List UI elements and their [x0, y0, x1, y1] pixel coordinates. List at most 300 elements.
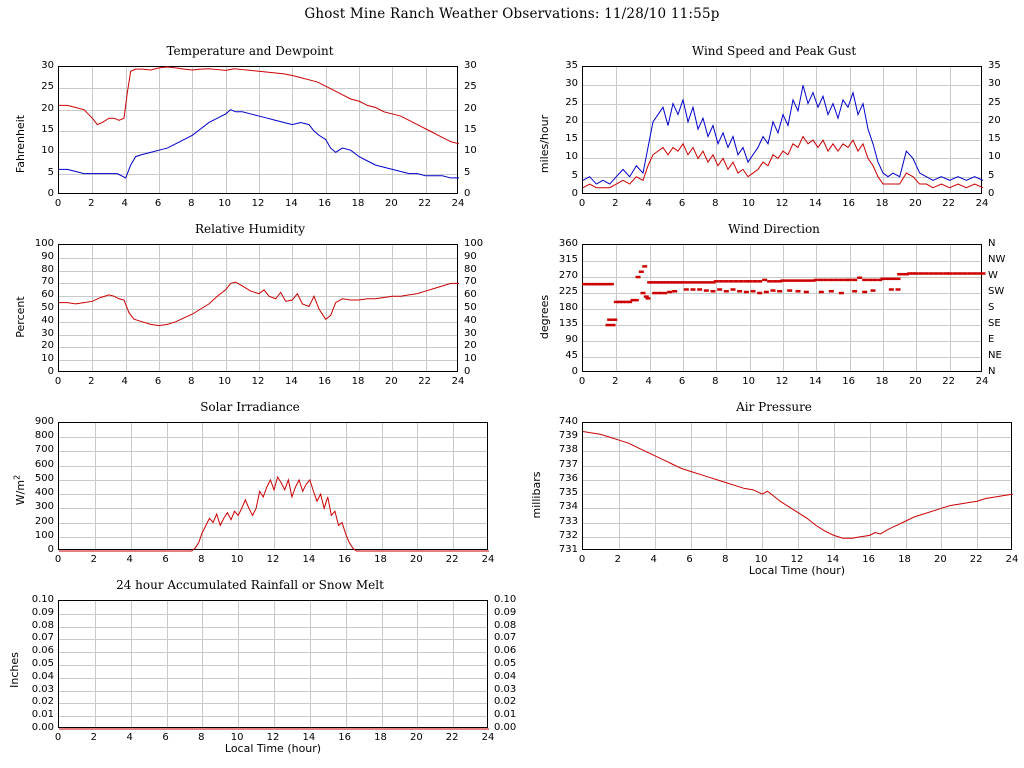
y-tick-label: 738: [558, 444, 578, 456]
x-tick-label: 8: [188, 198, 195, 209]
y-tick-label: 737: [558, 458, 578, 470]
data-point: [896, 278, 901, 281]
data-point: [806, 279, 811, 282]
y-tick-label-right: 10: [464, 353, 477, 365]
y-tick-label: 20: [565, 114, 578, 126]
y-tick-label-right: N: [988, 238, 996, 249]
y-tick-label: 15: [565, 133, 578, 145]
y-tick-label: 25: [41, 81, 54, 93]
data-point: [852, 279, 857, 282]
data-point: [781, 279, 786, 282]
x-tick-label: 6: [678, 376, 686, 387]
y-tick-label: 0.02: [31, 696, 54, 708]
x-tick-label: 12: [266, 554, 280, 565]
data-point: [786, 279, 791, 282]
chart-title-pressure: Air Pressure: [736, 400, 812, 414]
data-point: [704, 289, 709, 292]
y-tick-label-right: 0.03: [494, 683, 517, 695]
data-point: [804, 291, 809, 294]
y-tick-label-right: 0.01: [494, 709, 517, 721]
y-axis-title-solar-text: $W/m^2$: [12, 474, 27, 506]
x-tick-label: 10: [230, 732, 244, 743]
data-point: [787, 289, 792, 292]
data-point: [744, 291, 749, 294]
y-tick-label-right: 0.02: [494, 696, 517, 708]
y-tick-label: 90: [41, 250, 54, 262]
series-line: [583, 136, 983, 187]
data-point: [764, 291, 769, 294]
data-point: [724, 280, 729, 283]
panel-pressure: [524, 400, 1024, 590]
data-point: [872, 279, 877, 282]
data-point: [871, 289, 876, 292]
data-point: [791, 279, 796, 282]
data-point: [852, 290, 857, 293]
x-tick-label: 18: [351, 376, 365, 387]
y-tick-label: 20: [41, 340, 54, 352]
y-tick-label: 90: [565, 334, 578, 345]
data-point: [801, 279, 806, 282]
data-point: [662, 292, 667, 295]
x-tick-label: 4: [650, 554, 657, 565]
x-tick-label: 10: [230, 554, 244, 565]
data-point: [896, 288, 901, 291]
data-point: [857, 277, 862, 280]
y-tick-label: 735: [558, 487, 578, 499]
data-point: [881, 278, 886, 281]
x-tick-label: 20: [409, 554, 423, 565]
data-point: [867, 279, 872, 282]
series-line: [59, 282, 459, 326]
x-tick-label: 14: [284, 198, 298, 209]
y-tick-label: 0.06: [31, 645, 54, 657]
y-axis-title-wind-direction: degrees: [538, 294, 551, 340]
data-point: [719, 280, 724, 283]
x-tick-label: 16: [862, 554, 876, 565]
x-tick-label: 4: [126, 732, 133, 743]
x-tick-label: 22: [418, 198, 432, 209]
y-tick-label-right: 0.07: [494, 632, 517, 644]
x-tick-label: 16: [338, 732, 352, 743]
y-tick-label: 270: [558, 270, 578, 281]
x-tick-label: 6: [678, 198, 686, 209]
y-tick-label: 400: [34, 487, 54, 499]
y-tick-label: 360: [558, 238, 578, 249]
chart-title-wind-speed: Wind Speed and Peak Gust: [691, 44, 857, 58]
x-tick-label: 24: [481, 732, 495, 743]
data-point: [839, 279, 844, 282]
y-tick-label: 0: [571, 366, 578, 377]
y-tick-label: 45: [565, 350, 578, 361]
series-layer-humidity: [59, 245, 459, 373]
data-point: [847, 279, 852, 282]
x-tick-label: 12: [790, 554, 804, 565]
data-point: [747, 280, 752, 283]
series-layer-solar: [59, 423, 489, 551]
data-point: [777, 290, 782, 293]
y-tick-label-right: N: [988, 366, 996, 377]
x-tick-label: 18: [374, 732, 387, 743]
x-tick-label: 4: [645, 376, 652, 387]
panel-temperature: [0, 44, 500, 214]
y-tick-label-right: 60: [464, 289, 477, 301]
y-tick-label: 731: [558, 544, 578, 555]
x-tick-label: 10: [742, 198, 756, 209]
panel-wind-speed: [524, 44, 1024, 214]
y-tick-label: 5: [571, 169, 578, 181]
series-layer-pressure: [583, 423, 1013, 551]
x-tick-label: 6: [162, 732, 169, 743]
x-tick-label: 6: [686, 554, 693, 565]
y-axis-title-wind-speed: miles/hour: [538, 114, 551, 174]
data-point: [939, 272, 944, 275]
data-point: [772, 280, 777, 283]
y-tick-label: 100: [34, 529, 54, 541]
y-tick-label: 900: [34, 416, 54, 427]
x-tick-label: 14: [302, 554, 316, 565]
data-point: [646, 297, 651, 300]
data-point: [952, 272, 957, 275]
data-point: [796, 290, 801, 293]
y-tick-label-right: 20: [464, 340, 477, 352]
data-point: [641, 292, 646, 295]
data-point: [691, 281, 696, 284]
y-tick-label: 736: [558, 472, 578, 484]
chart-title-temperature: Temperature and Dewpoint: [166, 44, 334, 58]
y-tick-label: 739: [558, 430, 578, 442]
y-tick-label: 0: [47, 188, 54, 199]
x-tick-label: 0: [54, 732, 62, 743]
data-point: [609, 283, 614, 286]
data-point: [739, 280, 744, 283]
data-point: [824, 279, 829, 282]
series-layer-wind_direction: [583, 245, 983, 373]
chart-title-humidity: Relative Humidity: [194, 222, 305, 236]
data-point: [947, 272, 952, 275]
x-tick-label: 0: [54, 198, 62, 209]
y-tick-label-right: 15: [464, 124, 477, 135]
y-tick-label-right: 0: [464, 188, 471, 199]
data-point: [751, 290, 756, 293]
y-tick-label: 600: [34, 458, 54, 470]
x-tick-label: 20: [409, 732, 423, 743]
x-tick-label: 2: [88, 198, 95, 209]
y-tick-label-right: 50: [464, 302, 477, 313]
y-tick-label-right: SE: [988, 318, 1001, 329]
data-point: [767, 280, 772, 283]
data-point: [636, 276, 641, 279]
x-tick-label: 0: [54, 554, 62, 565]
x-tick-label: 0: [578, 376, 586, 387]
data-point: [819, 279, 824, 282]
data-point: [639, 270, 644, 273]
x-tick-label: 14: [302, 732, 316, 743]
data-point: [667, 291, 672, 294]
x-tick-label: 14: [826, 554, 840, 565]
y-tick-label: 30: [565, 78, 578, 90]
data-point: [762, 279, 767, 282]
x-tick-label: 4: [121, 198, 128, 209]
data-point: [681, 281, 686, 284]
y-tick-label-right: 35: [988, 60, 1001, 71]
panel-rainfall: [0, 578, 517, 768]
data-point: [862, 279, 867, 282]
data-point: [734, 280, 739, 283]
y-tick-label: 500: [34, 472, 54, 484]
x-tick-label: 2: [88, 376, 95, 387]
x-tick-label: 12: [775, 198, 789, 209]
data-point: [924, 272, 929, 275]
x-tick-label: 16: [842, 376, 856, 387]
data-point: [886, 278, 891, 281]
x-tick-label: 24: [975, 376, 989, 387]
y-tick-label-right: 100: [464, 238, 484, 249]
chart-title-solar: Solar Irradiance: [200, 400, 300, 414]
data-point: [714, 280, 719, 283]
y-axis-title-rainfall: Inches: [8, 652, 21, 688]
x-tick-label: 10: [218, 376, 232, 387]
series-layer-temperature: [59, 67, 459, 195]
y-tick-label-right: 0.10: [494, 594, 517, 605]
data-point: [731, 288, 736, 291]
y-tick-label-right: W: [988, 270, 998, 281]
x-tick-label: 16: [318, 198, 332, 209]
plot-area-temperature: [58, 66, 458, 194]
y-axis-title-temperature: Fahrenheit: [14, 114, 27, 174]
y-tick-label-right: SW: [988, 286, 1005, 297]
y-tick-label: 300: [34, 501, 54, 513]
data-point: [642, 265, 647, 268]
y-tick-label: 50: [41, 302, 54, 313]
data-point: [839, 292, 844, 295]
x-tick-label: 4: [121, 376, 128, 387]
y-tick-label: 15: [41, 124, 54, 135]
x-tick-label: 18: [898, 554, 911, 565]
x-tick-label: 18: [374, 554, 387, 565]
y-tick-label: 10: [565, 151, 578, 163]
data-point: [752, 280, 757, 283]
data-point: [934, 272, 939, 275]
y-tick-label: 732: [558, 529, 578, 541]
y-tick-label-right: 25: [464, 81, 477, 93]
panel-solar: [0, 400, 500, 590]
y-tick-label: 30: [41, 327, 54, 339]
y-tick-label-right: 0.06: [494, 645, 517, 657]
y-tick-label: 740: [558, 416, 578, 427]
data-point: [834, 279, 839, 282]
y-tick-label: 0.04: [31, 670, 54, 682]
data-point: [891, 278, 896, 281]
data-point: [814, 279, 819, 282]
plot-area-pressure: [582, 422, 1012, 550]
x-tick-label: 2: [612, 198, 619, 209]
data-point: [607, 318, 612, 321]
y-tick-label-right: E: [988, 334, 995, 345]
x-tick-label: 20: [384, 376, 398, 387]
y-axis-title-pressure: millibars: [530, 471, 543, 519]
y-tick-label-right: 5: [464, 166, 471, 178]
plot-area-wind-speed: [582, 66, 982, 194]
x-tick-label: 22: [445, 732, 459, 743]
y-tick-label-right: 30: [988, 78, 1001, 90]
y-tick-label: 0.00: [31, 722, 54, 733]
y-tick-label: 0: [47, 544, 54, 555]
data-point: [957, 272, 962, 275]
y-tick-label: 70: [41, 276, 54, 288]
series-line: [583, 432, 1013, 539]
data-point: [819, 291, 824, 294]
y-tick-label: 0: [47, 366, 54, 377]
data-point: [972, 272, 977, 275]
data-point: [657, 292, 662, 295]
x-tick-label: 12: [251, 198, 265, 209]
y-tick-label: 100: [34, 238, 54, 249]
plot-area-solar: [58, 422, 488, 550]
y-tick-label-right: 30: [464, 327, 477, 339]
y-tick-label: 30: [41, 60, 54, 71]
x-tick-label: 0: [578, 198, 586, 209]
data-point: [634, 299, 639, 302]
series-layer-wind_speed: [583, 67, 983, 195]
x-tick-label: 12: [266, 732, 280, 743]
panel-wind-direction: [524, 222, 1024, 392]
x-tick-label: 18: [875, 376, 889, 387]
y-tick-label: 20: [41, 102, 54, 114]
data-point: [717, 288, 722, 291]
x-tick-label: 18: [351, 198, 365, 209]
y-tick-label: 180: [558, 302, 578, 313]
panel-humidity: [0, 222, 500, 392]
data-point: [737, 290, 742, 293]
x-tick-label: 14: [284, 376, 298, 387]
y-tick-label: 0.05: [31, 658, 54, 669]
y-tick-label-right: 0: [988, 188, 995, 199]
y-tick-label-right: 0.00: [494, 722, 517, 733]
data-point: [684, 288, 689, 291]
data-point: [967, 272, 972, 275]
x-tick-label: 4: [126, 554, 133, 565]
data-point: [686, 281, 691, 284]
y-tick-label: 0: [571, 188, 578, 199]
y-tick-label-right: 5: [988, 169, 995, 181]
x-tick-label: 12: [775, 376, 789, 387]
x-tick-label: 14: [808, 376, 822, 387]
y-tick-label-right: 80: [464, 263, 477, 275]
y-tick-label: 0.01: [31, 709, 54, 721]
data-point: [729, 280, 734, 283]
data-point: [711, 290, 716, 293]
y-tick-label: 734: [558, 501, 578, 513]
y-tick-label-right: 15: [988, 133, 1001, 145]
chart-title-rainfall: 24 hour Accumulated Rainfall or Snow Melt: [116, 578, 384, 592]
y-axis-title-humidity: Percent: [14, 296, 27, 338]
x-axis-title-pressure: Local Time (hour): [748, 564, 846, 577]
x-tick-label: 8: [712, 198, 719, 209]
x-tick-label: 14: [808, 198, 822, 209]
x-tick-label: 2: [614, 554, 622, 565]
x-tick-label: 8: [722, 554, 729, 565]
x-tick-label: 8: [198, 732, 205, 743]
y-tick-label: 60: [41, 289, 54, 301]
x-tick-label: 20: [908, 376, 922, 387]
data-point: [612, 318, 617, 321]
series-layer-rainfall: [59, 601, 489, 729]
y-tick-label: 10: [41, 145, 54, 157]
data-point: [962, 272, 967, 275]
y-tick-label-right: NE: [988, 350, 1002, 361]
y-tick-label: 10: [41, 353, 54, 365]
x-tick-label: 12: [251, 376, 265, 387]
x-tick-label: 6: [154, 376, 162, 387]
x-tick-label: 18: [875, 198, 889, 209]
y-tick-label: 35: [565, 60, 578, 71]
x-tick-label: 20: [908, 198, 922, 209]
x-tick-label: 22: [418, 376, 432, 387]
x-tick-label: 20: [933, 554, 947, 565]
data-point: [691, 288, 696, 291]
data-point: [696, 281, 701, 284]
x-tick-label: 16: [842, 198, 856, 209]
y-tick-label: 315: [558, 254, 578, 265]
x-tick-label: 8: [712, 376, 719, 387]
plot-area-humidity: [58, 244, 458, 372]
x-tick-label: 24: [975, 198, 989, 209]
y-tick-label-right: 10: [988, 151, 1001, 163]
data-point: [914, 272, 919, 275]
y-tick-label: 0.10: [31, 594, 54, 605]
x-tick-label: 8: [188, 376, 195, 387]
x-tick-label: 0: [578, 554, 586, 565]
x-tick-label: 22: [942, 376, 956, 387]
series-line: [583, 85, 983, 184]
y-tick-label: 200: [34, 515, 54, 527]
y-tick-label-right: 0.05: [494, 658, 517, 669]
data-point: [701, 281, 706, 284]
y-tick-label: 135: [558, 318, 578, 329]
x-tick-label: 22: [445, 554, 459, 565]
plot-area-rainfall: [58, 600, 488, 728]
y-tick-label: 80: [41, 263, 54, 275]
y-tick-label-right: 0.08: [494, 619, 517, 631]
y-tick-label: 0.09: [31, 606, 54, 618]
series-line: [59, 67, 459, 144]
data-point: [697, 288, 702, 291]
data-point: [862, 291, 867, 294]
x-axis-title-rainfall: Local Time (hour): [224, 742, 322, 755]
x-tick-label: 24: [451, 376, 465, 387]
x-tick-label: 10: [218, 198, 232, 209]
y-tick-label: 0.07: [31, 632, 54, 644]
plot-area-wind-direction: [582, 244, 982, 372]
y-tick-label-right: 70: [464, 276, 477, 288]
x-tick-label: 8: [198, 554, 205, 565]
y-tick-label: 40: [41, 314, 54, 326]
chart-title-wind-direction: Wind Direction: [728, 222, 820, 236]
data-point: [829, 290, 834, 293]
data-point: [706, 281, 711, 284]
y-tick-label-right: S: [988, 302, 995, 313]
y-tick-label-right: 20: [464, 102, 477, 114]
x-tick-label: 0: [54, 376, 62, 387]
x-tick-label: 24: [481, 554, 495, 565]
y-tick-label-right: NW: [988, 254, 1006, 265]
y-tick-label: 800: [34, 430, 54, 442]
x-tick-label: 16: [338, 554, 352, 565]
x-tick-label: 2: [90, 554, 98, 565]
y-tick-label-right: 0.09: [494, 606, 517, 618]
x-tick-label: 2: [90, 732, 98, 743]
y-tick-label-right: 0.04: [494, 670, 517, 682]
